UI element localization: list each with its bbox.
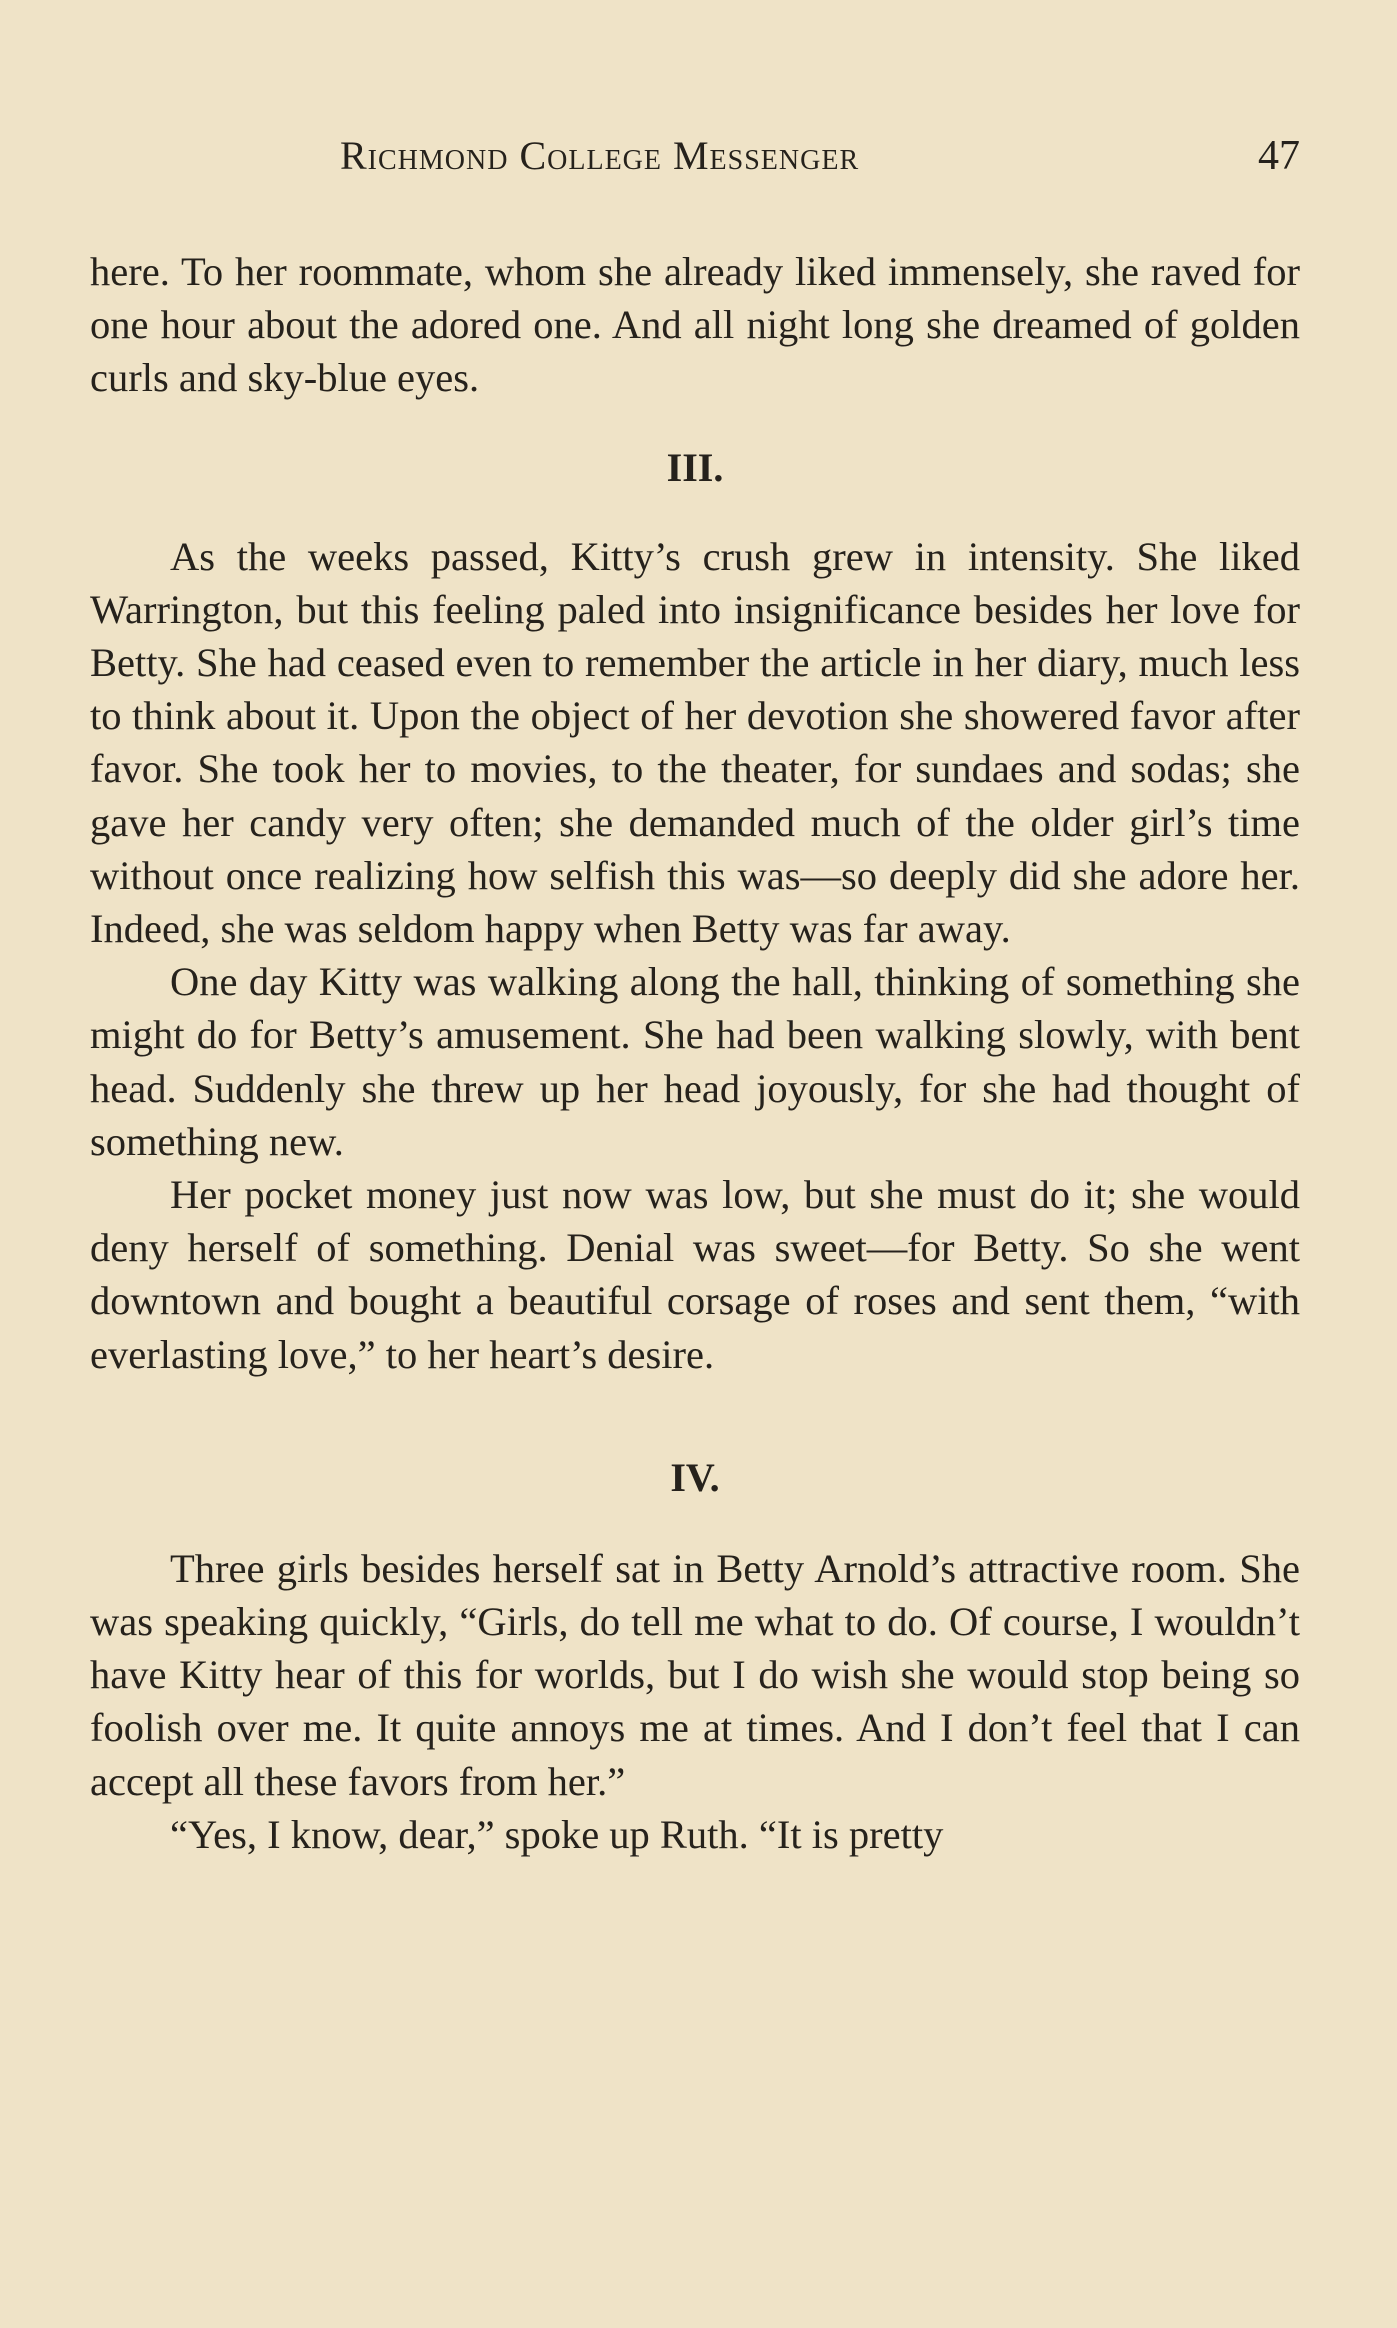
section-heading-iv: IV. <box>670 1454 720 1500</box>
paragraph: As the weeks passed, Kitty’s crush grew in intensity. She liked Warrington, but this feeling paled into insignificance besides her love for Betty. She had ceased even to remember the article in her diary, much less to think about it. Upon the object of her devotion she showered favor after favor. She took her to movies, to the theater, for sundaes and sodas; she gave her candy very often; she demanded much of the older girl’s time without once realizing how selfish this was—so deeply did she adore her. Indeed, she was seldom happy when Betty was far away. <box>90 533 1300 952</box>
page-number: 47 <box>1258 133 1300 179</box>
running-title: Richmond College Messenger <box>340 133 860 178</box>
running-head <box>340 132 1300 192</box>
paragraph: here. To her roommate, whom she already liked immensely, she raved for one hour about the adored one. And all night long she dreamed of golden curls and sky-blue eyes. <box>90 249 1300 401</box>
body-text <box>90 245 1300 1861</box>
paragraph: Her pocket money just now was low, but she must do it; she would deny herself of something. Denial was sweet—for Betty. So she went downtown and bought a beautiful corsage of roses and sent them, “with everlasting love,” to her heart’s desire. <box>90 1172 1300 1377</box>
paragraph: One day Kitty was walking along the hall, thinking of something she might do for Betty’s amusement. She had been walking slowly, with bent head. Suddenly she threw up her head joyously, for she had thought of something new. <box>90 959 1300 1164</box>
section-heading-iii: III. <box>666 444 724 490</box>
paragraph: Three girls besides herself sat in Betty Arnold’s attractive room. She was speaking quickly, “Girls, do tell me what to do. Of course, I wouldn’t have Kitty hear of this for worlds, but I do wish she would stop being so foolish over me. It quite annoys me at times. And I don’t feel that I can accept all these favors from her.” <box>90 1545 1300 1804</box>
paragraph: “Yes, I know, dear,” spoke up Ruth. “It is pretty <box>170 1811 944 1857</box>
